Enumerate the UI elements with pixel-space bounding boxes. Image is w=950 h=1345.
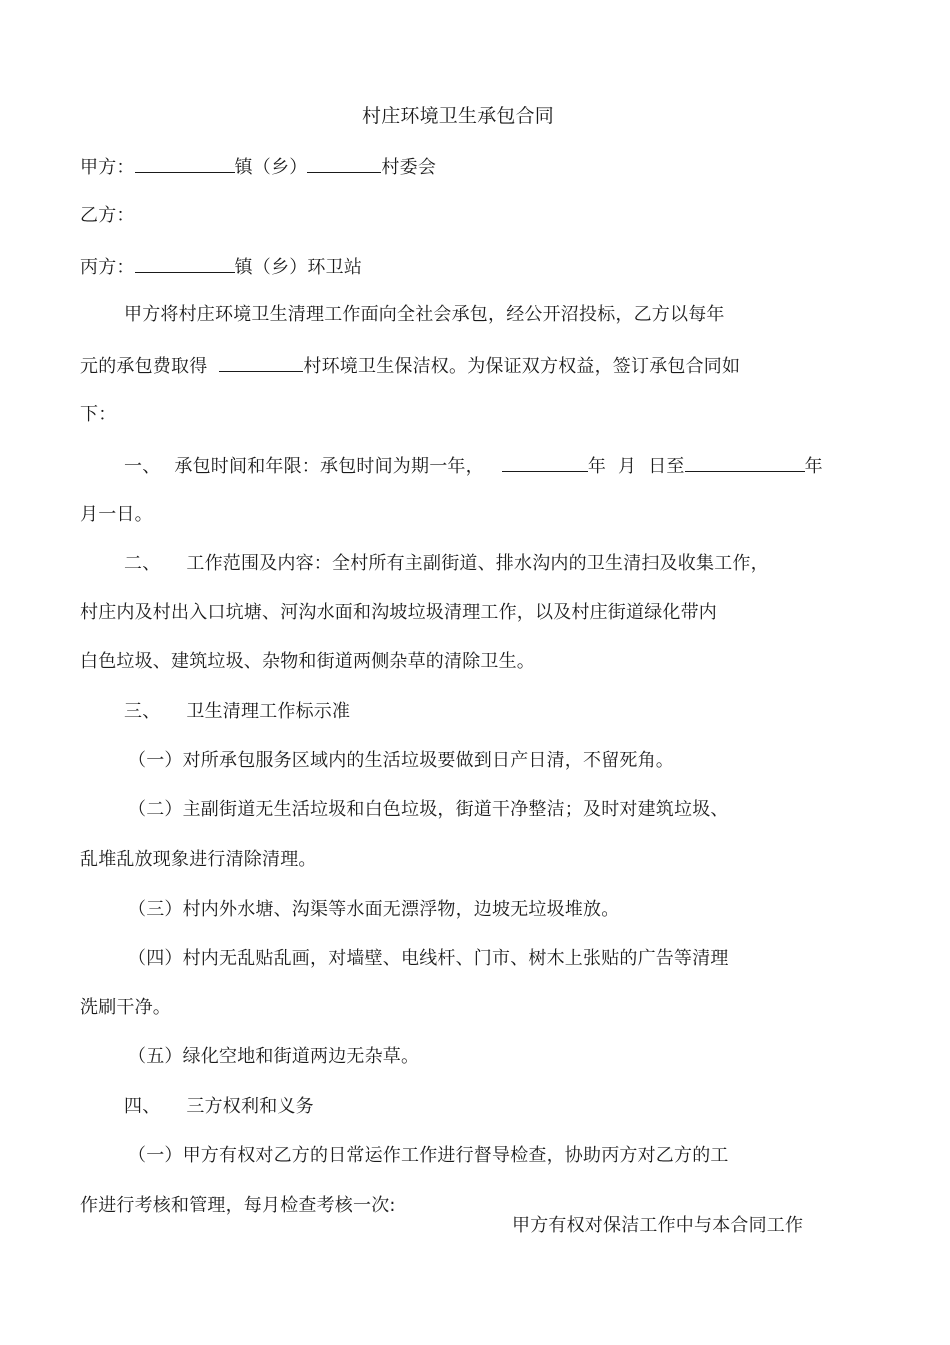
section-3-item-4b: 洗刷干净。 xyxy=(80,997,171,1018)
blank-field[interactable] xyxy=(685,453,805,472)
section-2-line-3: 白色垃圾、建筑垃圾、杂物和街道两侧杂草的清除卫生。 xyxy=(80,651,535,672)
section-3-title: 卫生清理工作标示准 xyxy=(186,701,351,722)
party-c-line xyxy=(80,254,362,280)
blank-field[interactable] xyxy=(135,254,235,273)
party-a-village: 村委会 xyxy=(381,157,437,178)
section-4-item-1a: （一）甲方有权对乙方的日常运作工作进行督导检查，协助丙方对乙方的工 xyxy=(128,1145,729,1166)
section-1-line-1 xyxy=(124,453,823,479)
party-a-line xyxy=(80,154,436,180)
blank-field[interactable] xyxy=(135,154,235,173)
section-1-number: 一、 xyxy=(124,456,161,477)
day-to-label: 日至 xyxy=(648,456,685,477)
section-1-text: 承包时间和年限：承包时间为期一年， xyxy=(174,456,484,477)
section-2-line-1 xyxy=(124,552,769,576)
section-4-title: 三方权利和义务 xyxy=(186,1096,314,1117)
section-3-item-4a: （四）村内无乱贴乱画，对墙壁、电线杆、门市、树木上张贴的广告等清理 xyxy=(128,948,729,969)
intro-fee-text: 元的承包费取得 xyxy=(80,356,208,377)
party-c-town: 镇（乡） xyxy=(234,257,308,278)
year-label: 年 xyxy=(587,456,607,477)
party-c-label: 丙方： xyxy=(80,257,135,278)
section-4-heading xyxy=(124,1095,314,1119)
section-2-text: 工作范围及内容：全村所有主副街道、排水沟内的卫生清扫及收集工作， xyxy=(186,553,769,574)
party-a-label: 甲方： xyxy=(80,157,135,178)
section-2-line-2: 村庄内及村出入口坑塘、河沟水面和沟坡垃圾清理工作，以及村庄街道绿化带内 xyxy=(80,602,717,623)
intro-line-2 xyxy=(80,353,740,379)
section-3-item-2a: （二）主副街道无生活垃圾和白色垃圾，街道干净整洁；及时对建筑垃圾、 xyxy=(128,799,729,820)
section-3-item-3: （三）村内外水塘、沟渠等水面无漂浮物，边坡无垃圾堆放。 xyxy=(128,899,620,920)
section-3-item-1: （一）对所承包服务区域内的生活垃圾要做到日产日清，不留死角。 xyxy=(128,750,674,771)
blank-field[interactable] xyxy=(219,353,303,372)
section-3-heading xyxy=(124,700,350,724)
section-3-item-5: （五）绿化空地和街道两边无杂草。 xyxy=(128,1046,420,1067)
section-3-number: 三、 xyxy=(124,701,161,722)
party-c-station: 环卫站 xyxy=(307,257,363,278)
intro-line-3: 下： xyxy=(80,404,117,425)
year-label: 年 xyxy=(804,456,823,477)
section-4-item-1b: 作进行考核和管理，每月检查考核一次: xyxy=(80,1195,396,1216)
section-1-line-2: 月一日。 xyxy=(80,504,153,525)
intro-rights-text: 村环境卫生保洁权。为保证双方权益，签订承包合同如 xyxy=(303,356,741,377)
section-2-number: 二、 xyxy=(124,553,161,574)
section-4-item-1c: 甲方有权对保洁工作中与本合同工作 xyxy=(512,1215,804,1236)
party-b-label: 乙方： xyxy=(80,205,135,226)
party-b-line xyxy=(80,204,135,228)
contract-title: 村庄环境卫生承包合同 xyxy=(362,105,555,127)
month-label: 月 xyxy=(618,456,637,477)
blank-field[interactable] xyxy=(307,154,381,173)
blank-field[interactable] xyxy=(502,453,588,472)
section-4-number: 四、 xyxy=(124,1096,161,1117)
intro-line-1: 甲方将村庄环境卫生清理工作面向全社会承包，经公开沼投标，乙方以每年 xyxy=(124,304,725,325)
section-3-item-2b: 乱堆乱放现象进行清除清理。 xyxy=(80,849,317,870)
party-a-town: 镇（乡） xyxy=(234,157,308,178)
